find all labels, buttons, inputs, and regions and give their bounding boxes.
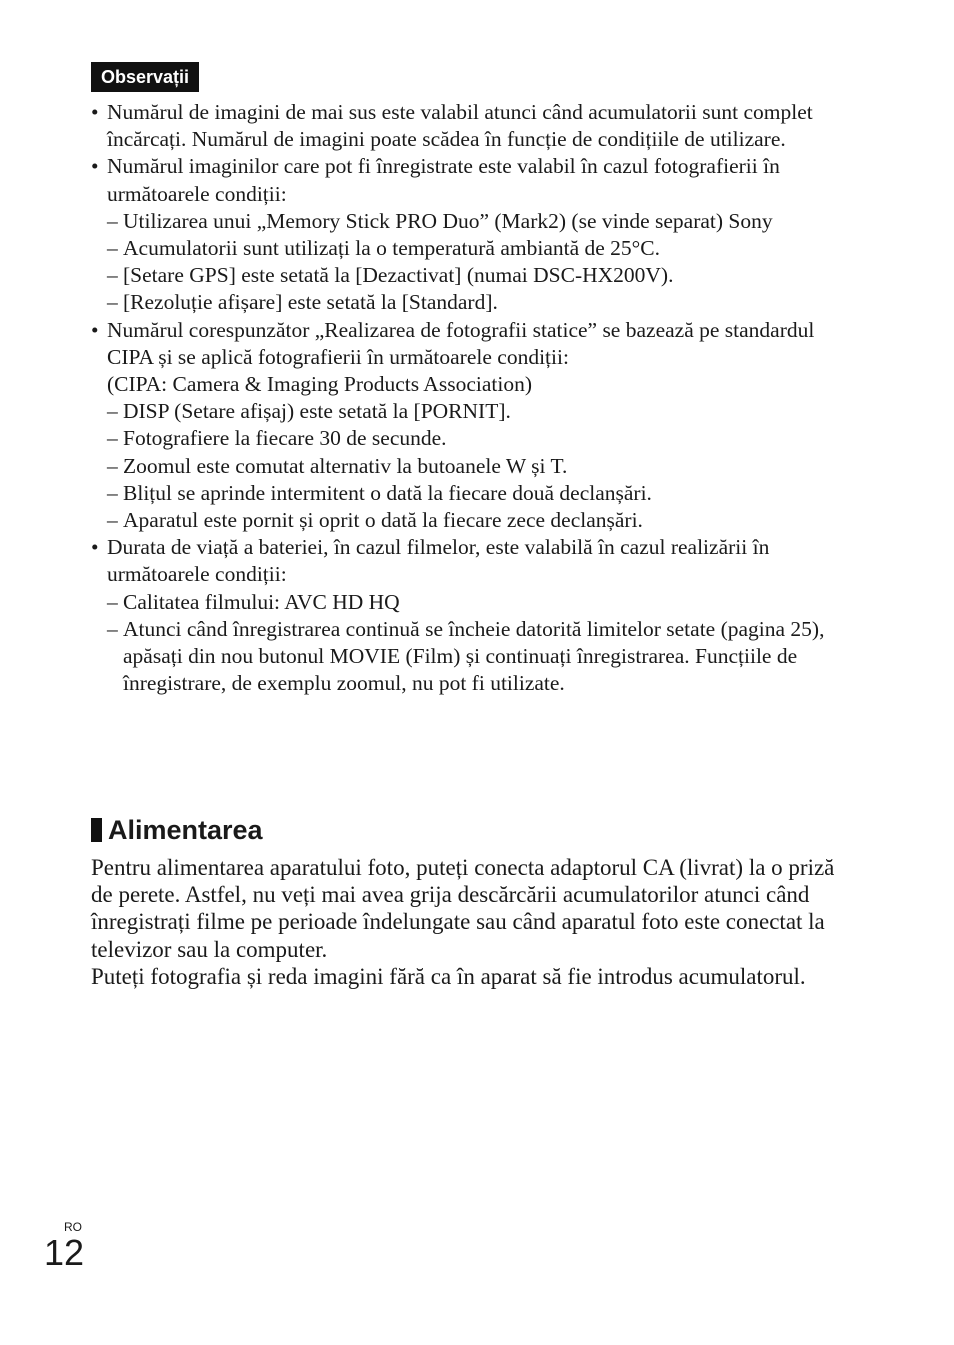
- section-heading: [91, 812, 263, 848]
- note-extra: (CIPA: Camera & Imaging Products Association): [107, 372, 532, 397]
- notes-badge: Observații: [91, 62, 199, 92]
- note-subitem: – Acumulatorii sunt utilizați la o temperatură ambiantă de 25°C.: [91, 235, 851, 262]
- note-subitem: – [Setare GPS] este setată la [Dezactivat] (numai DSC-HX200V).: [91, 262, 851, 289]
- note-subitem: – Zoomul este comutat alternativ la butoanele W și T.: [91, 453, 851, 480]
- section-heading-text: Alimentarea: [108, 815, 263, 845]
- paragraph: Puteți fotografia și reda imagini fără ca în aparat să fie introdus acumulatorul.: [91, 963, 806, 989]
- note-subitem: – Aparatul este pornit și oprit o dată la fiecare zece declanșări.: [91, 507, 851, 534]
- note-item: • Numărul imaginilor care pot fi înregistrate este valabil în cazul fotografierii în următoarele condiții:: [91, 153, 851, 207]
- note-subitem: – Fotografiere la fiecare 30 de secunde.: [91, 425, 851, 452]
- note-item: • Durata de viață a bateriei, în cazul filmelor, este valabilă în cazul realizării în următoarele condiții:: [91, 534, 851, 588]
- heading-marker-icon: [91, 818, 102, 842]
- power-section-body: [91, 854, 851, 990]
- language-code: RO: [64, 1220, 82, 1234]
- paragraph: Pentru alimentarea aparatului foto, puteți conecta adaptorul CA (livrat) la o priză de perete. Astfel, nu veți mai avea grija descărcării acumulatorilor atunci când înregistrați filme pe perioade îndelungate sau când aparatul foto este conectat la televizor sau la computer.: [91, 855, 835, 962]
- notes-list: [91, 99, 851, 697]
- note-subitem: – Atunci când înregistrarea continuă se încheie datorită limitelor setate (pagina 25), apăsați din nou butonul MOVIE (Film) și continuați înregistrarea. Funcțiile de înregistrare, de exemplu zoomul, nu pot fi utilizate.: [91, 616, 851, 698]
- note-subitem: – Calitatea filmului: AVC HD HQ: [91, 589, 851, 616]
- note-subitem: – [Rezoluție afișare] este setată la [Standard].: [91, 289, 851, 316]
- note-subitem: – DISP (Setare afișaj) este setată la [PORNIT].: [91, 398, 851, 425]
- note-item: • Numărul de imagini de mai sus este valabil atunci când acumulatorii sunt complet încărcați. Numărul de imagini poate scădea în funcție de condițiile de utilizare.: [91, 99, 851, 153]
- note-item: • Numărul corespunzător „Realizarea de fotografii statice” se bazează pe standardul CIPA și se aplică fotografierii în următoarele condiții:: [91, 317, 851, 371]
- note-subitem: – Utilizarea unui „Memory Stick PRO Duo” (Mark2) (se vinde separat) Sony: [91, 208, 851, 235]
- note-subitem: – Blițul se aprinde intermitent o dată la fiecare două declanșări.: [91, 480, 851, 507]
- page-number: 12: [44, 1232, 85, 1273]
